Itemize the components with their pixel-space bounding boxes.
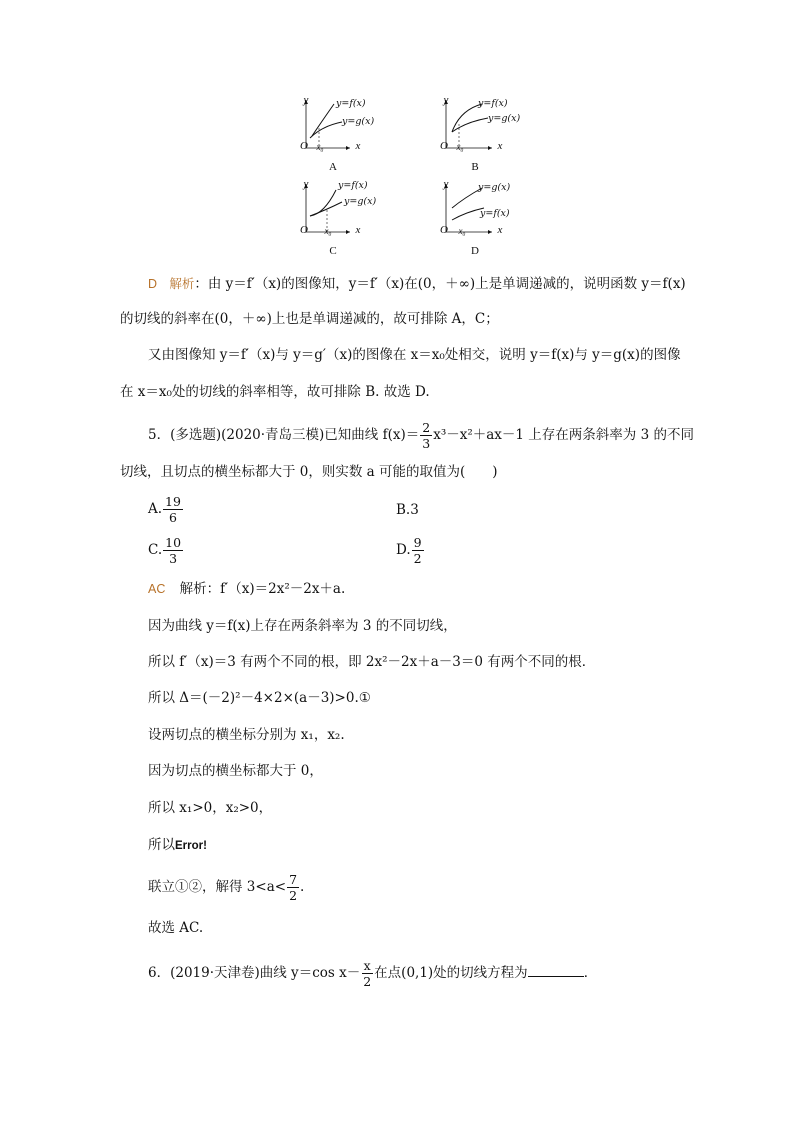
graph-b [430, 96, 520, 168]
q5-stem-a: 5．(多选题)(2020·青岛三模)已知曲线 f(x)＝ [148, 427, 420, 443]
q5-stem-line-1 [148, 420, 694, 451]
q6-answer-blank[interactable] [528, 964, 584, 977]
q5-option-a-num: 19 [165, 494, 181, 509]
graph-b-f-label: y=f(x) [478, 98, 508, 109]
q5-option-d-num: 9 [413, 535, 422, 550]
q5-option-a-frac [163, 494, 183, 525]
graph-c [290, 180, 380, 252]
graph-d-f-label: y=f(x) [480, 208, 510, 219]
q5-solution-line-8 [148, 836, 207, 855]
q5-fraction-den: 3 [422, 436, 431, 451]
graph-d-origin: O [440, 224, 448, 236]
q6-stem [148, 958, 597, 989]
graph-d-g-label: y=g(x) [478, 182, 511, 193]
q5-option-d-label: D. [396, 542, 411, 558]
q5-solution-text-1: 解析：f′（x)＝2x²－2x＋a. [179, 581, 346, 597]
graph-a-x-label: x [355, 140, 361, 152]
q5-option-d-frac [412, 535, 424, 566]
graph-c-origin: O [300, 224, 308, 236]
graph-c-x0: x₀ [324, 226, 332, 236]
graph-b-origin: O [440, 140, 448, 152]
graph-b-g-label: y=g(x) [488, 113, 521, 124]
q5-answer: AC [148, 582, 166, 596]
graph-b-x0: x₀ [456, 142, 464, 152]
q4-solution-line-1 [148, 275, 686, 293]
q6-stem-a: 6．(2019·天津卷)曲线 y＝cos x－ [148, 965, 361, 981]
q5-option-a [148, 494, 184, 525]
graph-a-y-label: y [303, 94, 309, 106]
q6-fraction-num: x [363, 958, 371, 973]
graph-a-caption: A [329, 161, 337, 173]
q4-answer: D [148, 277, 158, 291]
q5-option-b: B.3 [396, 502, 419, 518]
graph-d-x0: x₀ [458, 226, 466, 236]
q4-solution-line-4: 在 x＝x₀处的切线的斜率相等，故可排除 B. 故选 D. [120, 384, 430, 400]
graph-d-caption: D [471, 245, 479, 257]
error-marker: Error! [175, 840, 207, 852]
graph-d-x-label: x [497, 224, 503, 236]
graph-c-y-label: y [303, 178, 309, 190]
q5-fraction [420, 420, 432, 451]
q5-solution-line-9 [148, 872, 304, 903]
q5-fraction-num: 2 [422, 420, 431, 435]
q5-solution-line-3: 所以 f′（x)＝3 有两个不同的根，即 2x²－2x＋a－3＝0 有两个不同的根． [148, 654, 596, 670]
q5-solution-line-7: 所以 x₁>0，x₂>0， [148, 800, 273, 816]
q5-stem-b: x³－x²＋ax－1 上存在两条斜率为 3 的不同 [433, 427, 694, 443]
graph-a-x0: x₀ [316, 142, 324, 152]
graph-c-f-label: y=f(x) [338, 180, 368, 191]
q5-option-c [148, 535, 184, 566]
graph-a-g-label: y=g(x) [342, 116, 375, 127]
graph-a-origin: O [300, 140, 308, 152]
q5-option-c-frac [163, 535, 183, 566]
q5-solution-text-9: 联立①②，解得 3<a< [148, 879, 287, 895]
q4-solution-line-3: 又由图像知 y＝f′（x)与 y＝g′（x)的图像在 x＝x₀处相交，说明 y＝f(x)与 y＝g(x)的图像 [148, 347, 681, 363]
graph-b-caption: B [471, 161, 479, 173]
q4-solution-text-1: ：由 y＝f′（x)的图像知，y＝f′（x)在(0，＋∞)上是单调递减的，说明函数 y＝f(x) [194, 276, 686, 292]
q5-solution-line-1 [148, 580, 345, 598]
q5-stem-line-2: 切线，且切点的横坐标都大于 0，则实数 a 可能的取值为( ) [120, 464, 498, 480]
q6-fraction [361, 958, 373, 989]
q5-option-d [396, 535, 425, 566]
q5-solution-line-2: 因为曲线 y＝f(x)上存在两条斜率为 3 的不同切线， [148, 618, 457, 634]
q5-solution-frac-den: 2 [289, 888, 298, 903]
q5-solution-frac [287, 872, 299, 903]
graph-a [290, 96, 380, 168]
graph-c-caption: C [329, 245, 337, 257]
graph-a-f-label: y=f(x) [336, 98, 366, 109]
graph-a-svg [290, 96, 380, 168]
q5-solution-line-6: 因为切点的横坐标都大于 0， [148, 763, 323, 779]
q5-solution-text-9b: . [300, 879, 305, 895]
graph-c-g-label: y=g(x) [344, 196, 377, 207]
graph-b-x-label: x [497, 140, 503, 152]
q5-option-a-den: 6 [169, 510, 177, 525]
q6-fraction-den: 2 [363, 974, 372, 989]
q4-solution-line-2: 的切线的斜率在(0，＋∞)上也是单调递减的，故可排除 A，C； [120, 311, 499, 327]
q5-option-c-label: C. [148, 542, 163, 558]
q5-solution-line-4: 所以 Δ＝(－2)²－4×2×(a－3)>0.① [148, 690, 371, 706]
q5-option-c-den: 3 [169, 551, 178, 566]
q5-solution-line-10: 故选 AC. [148, 920, 204, 936]
graph-d [430, 180, 520, 252]
q5-solution-frac-num: 7 [289, 872, 298, 887]
q6-stem-b: 在点(0,1)处的切线方程为 [374, 965, 528, 981]
q5-option-a-label: A. [148, 501, 163, 517]
q5-option-c-num: 10 [165, 535, 182, 550]
q6-stem-end: ． [583, 965, 598, 981]
q5-solution-text-8: 所以 [148, 837, 175, 853]
graph-d-y-label: y [443, 178, 449, 190]
q5-option-d-den: 2 [413, 551, 422, 566]
q4-jiexi-label: 解析 [169, 277, 195, 291]
q5-solution-line-5: 设两切点的横坐标分别为 x₁，x₂. [148, 727, 345, 743]
graph-c-x-label: x [355, 224, 361, 236]
graph-b-y-label: y [443, 94, 449, 106]
